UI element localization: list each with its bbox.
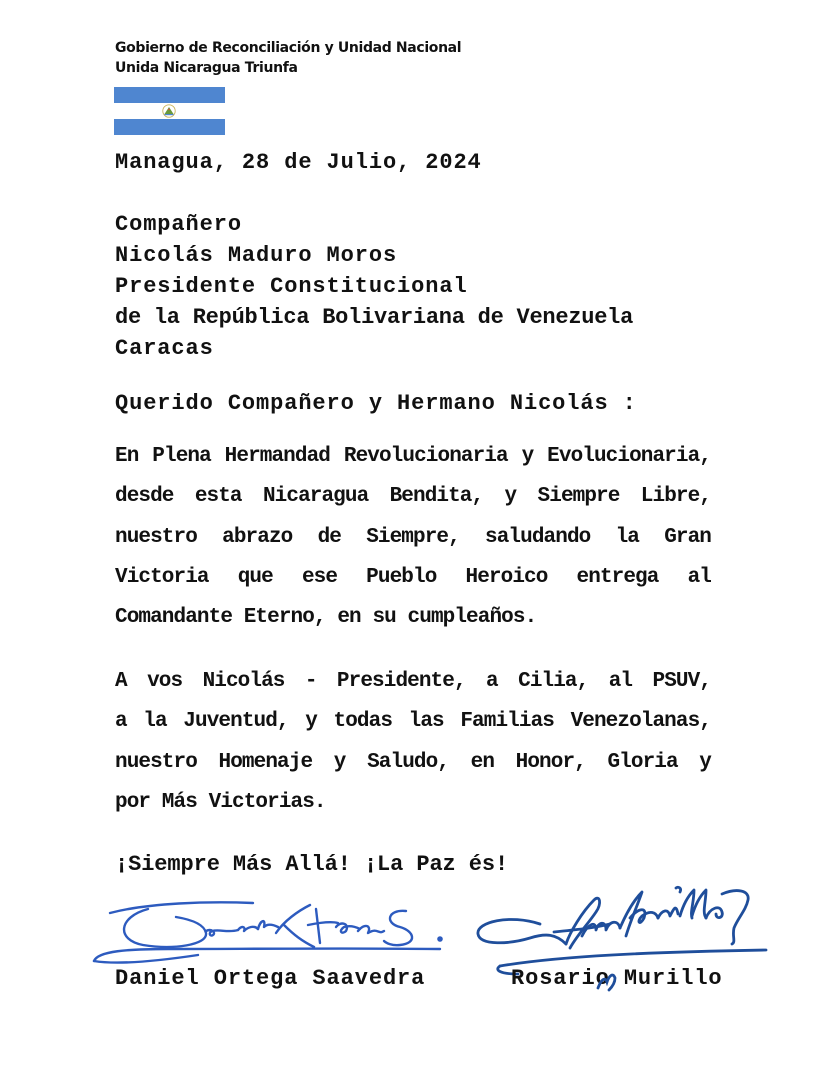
paragraph-line: a la Juventud, y todas las Familias Venezolanas, [115,710,711,733]
flag-bottom-band [114,119,225,135]
paragraph-line: Victoria que ese Pueblo Heroico entrega al [115,566,711,589]
signatory-name: Daniel Ortega Saavedra [115,966,426,991]
date-line: Managua, 28 de Julio, 2024 [115,150,482,175]
salutation: Querido Compañero y Hermano Nicolás : [115,391,637,416]
paragraph-line: En Plena Hermandad Revolucionaria y Evolucionaria, [115,445,711,468]
paragraph-line: Comandante Eterno, en su cumpleaños. [115,606,537,629]
signature-overlap-stroke-icon [595,968,619,992]
handwritten-signature-icon [88,895,448,970]
paragraph-line: nuestro Homenaje y Saludo, en Honor, Gloria y [115,751,711,774]
flag-top-band [114,87,225,103]
recipient-line: Nicolás Maduro Moros [115,243,398,268]
letterhead-government-name: Gobierno de Reconciliación y Unidad Nacional [115,40,462,56]
letterhead-slogan: Unida Nicaragua Triunfa [115,60,298,76]
signature-daniel-ortega [88,895,448,970]
nicaragua-flag [114,87,225,135]
closing-line: ¡Siempre Más Allá! ¡La Paz és! [115,852,509,877]
recipient-line: Compañero [115,212,242,237]
paragraph-line: A vos Nicolás - Presidente, a Cilia, al PSUV, [115,670,711,693]
recipient-line: Caracas [115,336,214,361]
paragraph-line: desde esta Nicaragua Bendita, y Siempre Libre, [115,485,711,508]
signatory-name: Rosario Murillo [511,966,723,991]
coat-of-arms-icon [161,104,177,118]
recipient-line: Presidente Constitucional [115,274,468,299]
paragraph-line: nuestro abrazo de Siempre, saludando la Gran [115,526,711,549]
paragraph-line: por Más Victorias. [115,791,326,814]
recipient-line: de la República Bolivariana de Venezuela [115,305,634,330]
